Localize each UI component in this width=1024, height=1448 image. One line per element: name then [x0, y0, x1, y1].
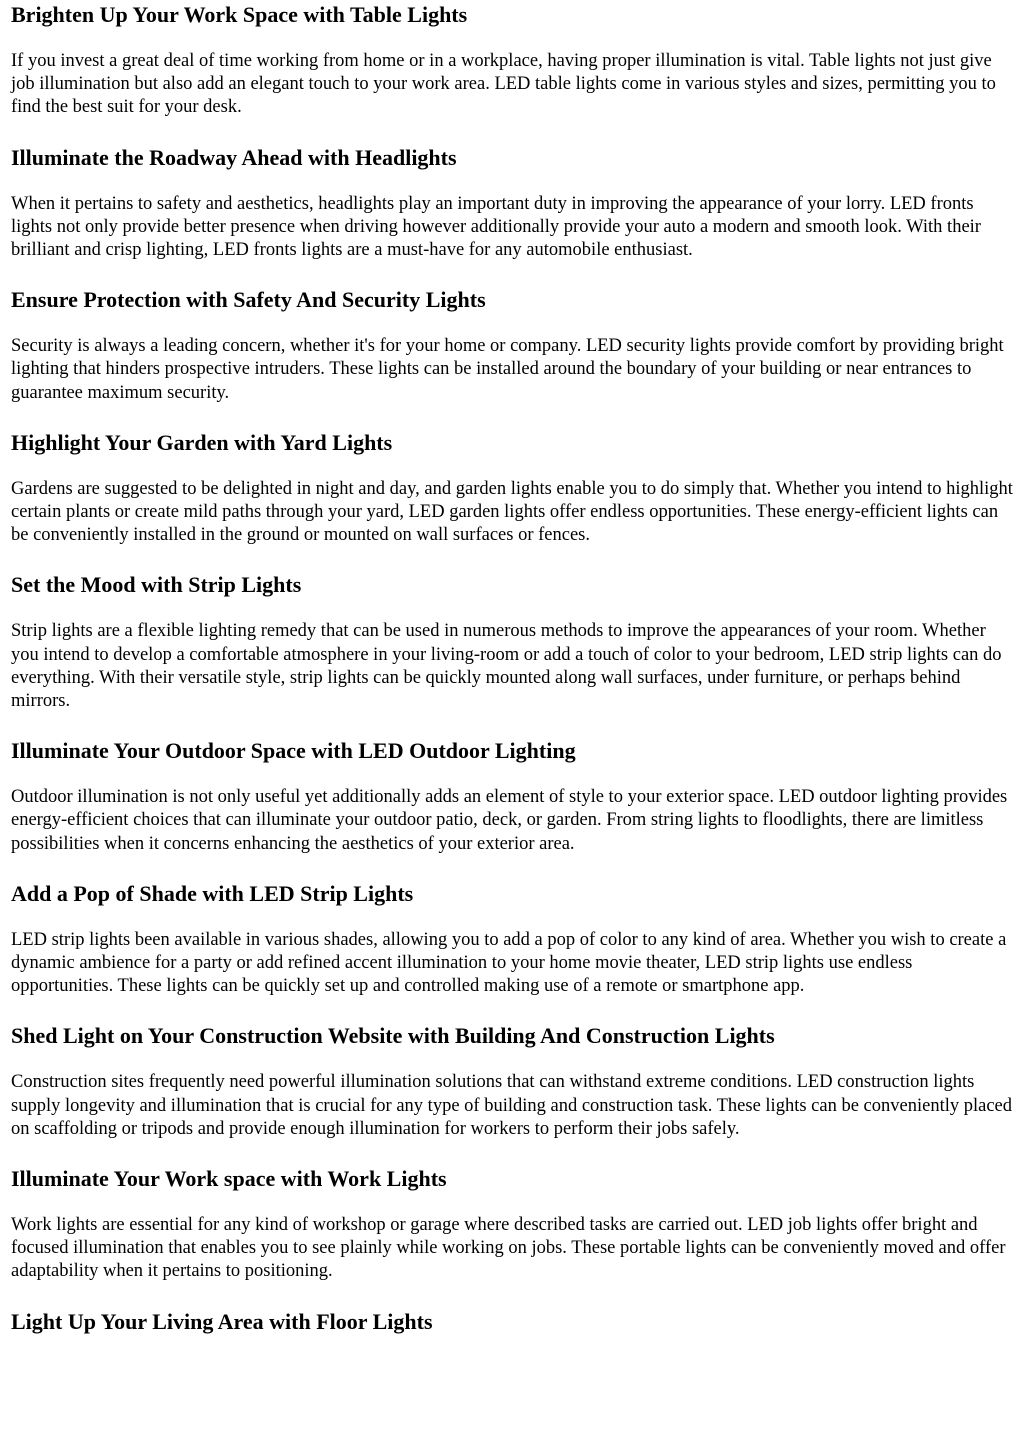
section-paragraph: If you invest a great deal of time working from home or in a workplace, having proper illumination is vital. Table lights not just give job illumination but also add an elegant touch to your work area. LED table lights come in various styles and sizes, permitting you to find the best suit for your desk. — [11, 51, 996, 118]
section-floor-lights — [11, 1309, 1013, 1335]
section-heading: Shed Light on Your Construction Website with Building And Construction Lights — [11, 1023, 775, 1049]
section-paragraph: Strip lights are a flexible lighting remedy that can be used in numerous methods to improve the appearances of your room. Whether you intend to develop a comfortable atmosphere in your living-room or add a touch of color to your bedroom, LED strip lights can do everything. With their versatile style, strip lights can be quickly mounted along wall surfaces, under furniture, or perhaps behind mirrors. — [11, 621, 1002, 712]
section-strip-lights — [11, 572, 1013, 713]
section-security-lights — [11, 287, 1013, 405]
section-headlights — [11, 145, 1013, 263]
section-garden-lights — [11, 430, 1013, 548]
section-construction-lights — [11, 1023, 1013, 1141]
section-outdoor-lighting — [11, 738, 1013, 856]
section-paragraph: Gardens are suggested to be delighted in night and day, and garden lights enable you to do simply that. Whether you intend to highlight certain plants or create mild paths through your yard, LED garden lights offer endless opportunities. These energy-efficient lights can be conveniently installed in the ground or mounted on wall surfaces or fences. — [11, 478, 1013, 546]
section-heading: Brighten Up Your Work Space with Table Lights — [11, 2, 468, 27]
section-heading: Illuminate the Roadway Ahead with Headlights — [11, 144, 457, 170]
section-heading: Highlight Your Garden with Yard Lights — [11, 429, 393, 455]
section-heading: Light Up Your Living Area with Floor Lights — [11, 1308, 433, 1334]
section-work-lights — [11, 1166, 1013, 1284]
section-paragraph: When it pertains to safety and aesthetics, headlights play an important duty in improving the appearance of your lorry. LED fronts lights not only provide better presence when driving however additionally provide your auto a modern and smooth look. With their brilliant and crisp lighting, LED fronts lights are a must-have for any automobile enthusiast. — [11, 193, 981, 261]
section-paragraph: Work lights are essential for any kind of workshop or garage where described tasks are carried out. LED job lights offer bright and focused illumination that enables you to see plainly while working on jobs. These portable lights can be conveniently moved and offer adaptability when it pertains to positioning. — [11, 1215, 1006, 1282]
section-paragraph: LED strip lights been available in various shades, allowing you to add a pop of color to any kind of area. Whether you wish to create a dynamic ambience for a party or add refined accent illumination to your home movie theater, LED strip lights use endless opportunities. These lights can be quickly set up and controlled making use of a remote or smartphone app. — [11, 929, 1007, 997]
section-paragraph: Outdoor illumination is not only useful yet additionally adds an element of style to your exterior space. LED outdoor lighting provides energy-efficient choices that can illuminate your outdoor patio, deck, or garden. From string lights to floodlights, there are limitless possibilities when it concerns enhancing the aesthetics of your exterior area. — [11, 787, 1008, 854]
section-heading: Illuminate Your Work space with Work Lights — [11, 1166, 447, 1192]
section-table-lights — [11, 0, 1013, 120]
section-heading: Ensure Protection with Safety And Security Lights — [11, 287, 486, 313]
section-heading: Illuminate Your Outdoor Space with LED Outdoor Lighting — [11, 738, 576, 764]
section-led-strip-color — [11, 881, 1013, 999]
section-paragraph: Security is always a leading concern, whether it's for your home or company. LED security lights provide comfort by providing bright lighting that hinders prospective intruders. These lights can be installed around the boundary of your building or near entrances to guarantee maximum security. — [11, 336, 1004, 403]
section-heading: Add a Pop of Shade with LED Strip Lights — [11, 880, 414, 906]
section-paragraph: Construction sites frequently need powerful illumination solutions that can withstand extreme conditions. LED construction lights supply longevity and illumination that is crucial for any type of building and construction task. These lights can be conveniently placed on scaffolding or tripods and provide enough illumination for workers to perform their jobs safely. — [11, 1072, 1012, 1139]
section-heading: Set the Mood with Strip Lights — [11, 572, 302, 598]
